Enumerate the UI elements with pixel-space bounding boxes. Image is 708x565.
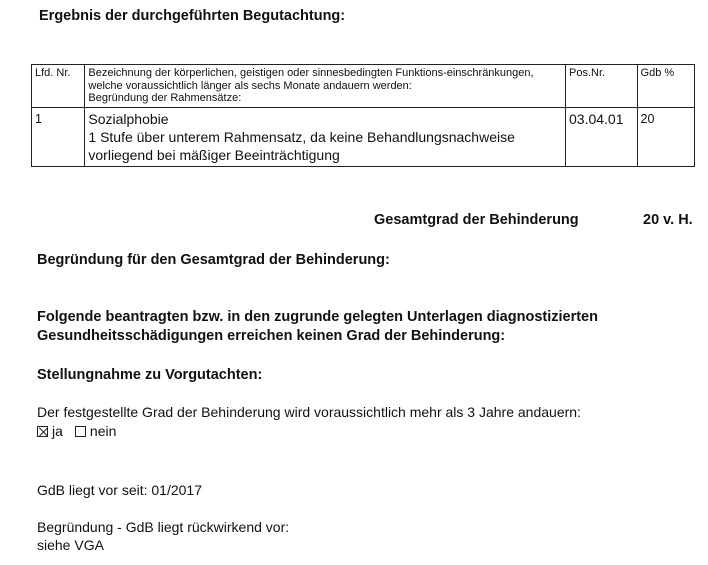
column-header-description xyxy=(85,65,566,108)
rueckwirkend-label: Begründung - GdB liegt rückwirkend vor: xyxy=(37,519,290,535)
column-header-pos: Pos.Nr. xyxy=(566,65,638,108)
option-nein-label: nein xyxy=(89,423,117,439)
option-ja[interactable] xyxy=(37,423,63,439)
gdb-since: GdB liegt vor seit: 01/2017 xyxy=(37,482,202,498)
row-diagnosis: Sozialphobie xyxy=(88,110,169,127)
row-gdb: 20 xyxy=(637,107,694,166)
checkbox-empty-icon[interactable] xyxy=(75,426,86,437)
gesamtgrad-value: 20 v. H. xyxy=(643,212,693,228)
row-nr: 1 xyxy=(32,107,85,166)
option-ja-label: ja xyxy=(52,423,63,439)
section-heading-vorgutachten: Stellungnahme zu Vorgutachten: xyxy=(37,367,263,383)
row-pos: 03.04.01 xyxy=(566,107,638,166)
section-heading-begruendung: Begründung für den Gesamtgrad der Behinderung: xyxy=(37,252,390,268)
table-row xyxy=(32,107,695,166)
assessment-table xyxy=(31,64,695,167)
option-nein[interactable] xyxy=(75,423,116,439)
column-header-description-main: Bezeichnung der körperlichen, geistigen oder sinnesbedingten Funktions-einschränkungen, welche voraussichtlich länger als sechs Monate andauern werden: xyxy=(88,67,534,92)
table-header-row xyxy=(32,65,695,108)
row-description xyxy=(85,107,566,166)
dauer-options xyxy=(37,423,128,439)
row-reason: 1 Stufe über unterem Rahmensatz, da keine Behandlungsnachweise vorliegend bei mäßiger Beeinträchtigung xyxy=(88,128,515,163)
rueckwirkend-value: siehe VGA xyxy=(37,537,104,553)
page-title: Ergebnis der durchgeführten Begutachtung: xyxy=(39,8,346,24)
section-heading-keine-gdb: Folgende beantragten bzw. in den zugrunde gelegten Unterlagen diagnostizierten Gesundheitsschädigungen erreichen keinen Grad der Behinderung: xyxy=(37,309,598,344)
checkbox-checked-icon[interactable] xyxy=(37,426,48,437)
column-header-description-reason: Begründung der Rahmensätze: xyxy=(88,92,242,104)
rueckwirkend-block xyxy=(37,518,289,554)
gesamtgrad-label: Gesamtgrad der Behinderung xyxy=(374,212,579,228)
column-header-nr: Lfd. Nr. xyxy=(32,65,85,108)
column-header-gdb: Gdb % xyxy=(637,65,694,108)
dauer-question: Der festgestellte Grad der Behinderung wird voraussichtlich mehr als 3 Jahre andauern: xyxy=(37,404,581,420)
